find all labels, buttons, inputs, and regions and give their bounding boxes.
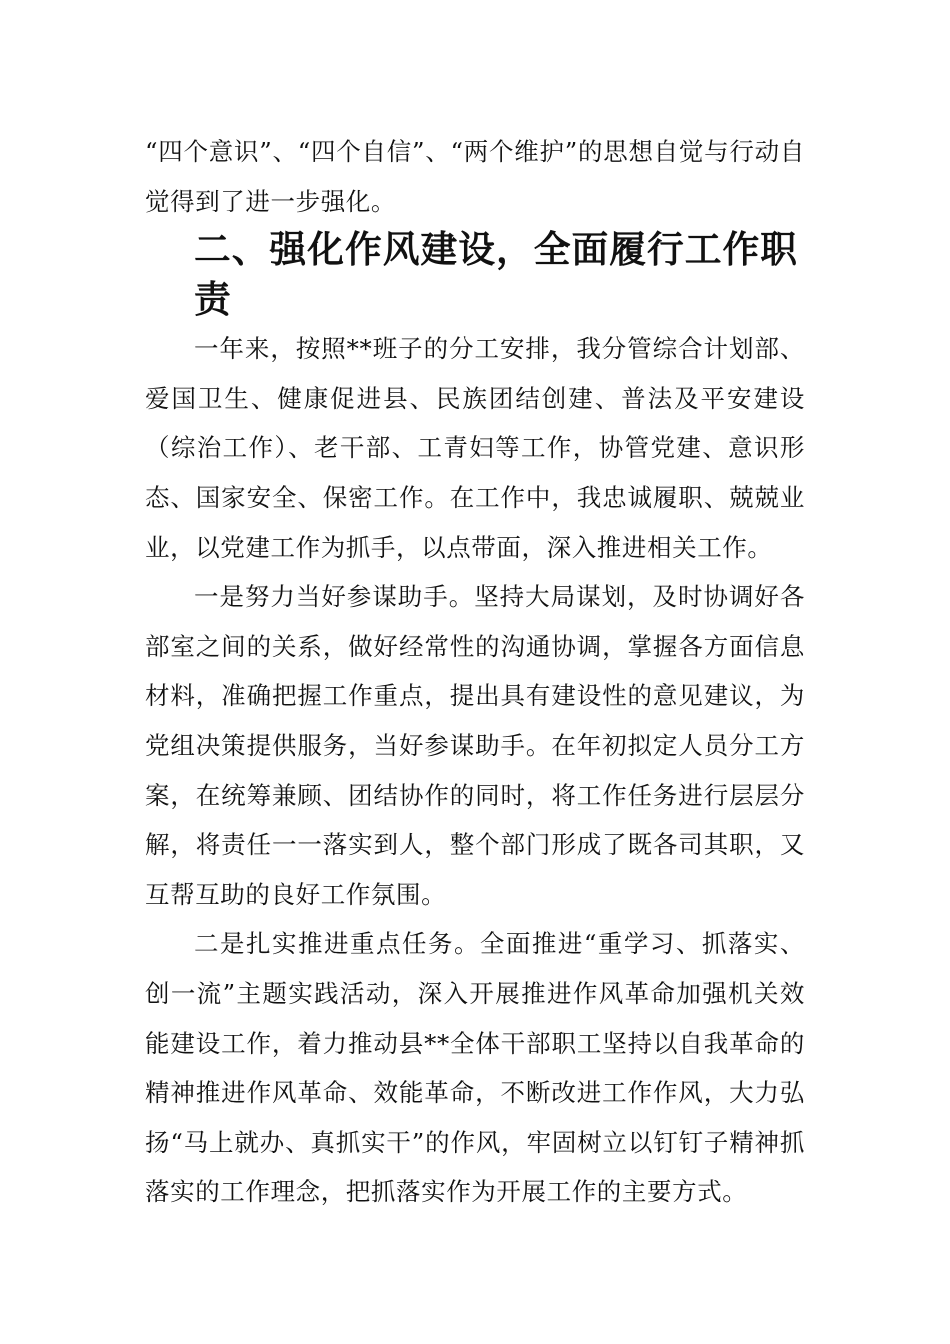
document-body-top <box>145 127 805 226</box>
document-body <box>145 225 805 1217</box>
paragraph: 二是扎实推进重点任务。全面推进“重学习、抓落实、创一流”主题实践活动，深入开展推进作风革命加强机关效能建设工作，着力推动县**全体干部职工坚持以自我革命的精神推进作风革命、效能革命，不断改进工作作风，大力弘扬“马上就办、真抓实干”的作风，牢固树立以钉钉子精神抓落实的工作理念，把抓落实作为开展工作的主要方式。 <box>145 929 805 1207</box>
section-heading: 二、强化作风建设，全面履行工作职责 <box>194 228 799 321</box>
paragraph: 一年来，按照**班子的分工安排，我分管综合计划部、爱国卫生、健康促进县、民族团结创建、普法及平安建设（综治工作）、老干部、工青妇等工作，协管党建、意识形态、国家安全、保密工作。在工作中，我忠诚履职、兢兢业业，以党建工作为抓手，以点带面，深入推进相关工作。 <box>145 334 805 562</box>
paragraph: 一是努力当好参谋助手。坚持大局谋划，及时协调好各部室之间的关系，做好经常性的沟通协调，掌握各方面信息材料，准确把握工作重点，提出具有建设性的意见建议，为党组决策提供服务，当好参谋助手。在年初拟定人员分工方案，在统筹兼顾、团结协作的同时，将工作任务进行层层分解，将责任一一落实到人，整个部门形成了既各司其职，又互帮互助的良好工作氛围。 <box>145 582 805 909</box>
paragraph-continued: “四个意识”、“四个自信”、“两个维护”的思想自觉与行动自觉得到了进一步强化。 <box>145 137 805 216</box>
